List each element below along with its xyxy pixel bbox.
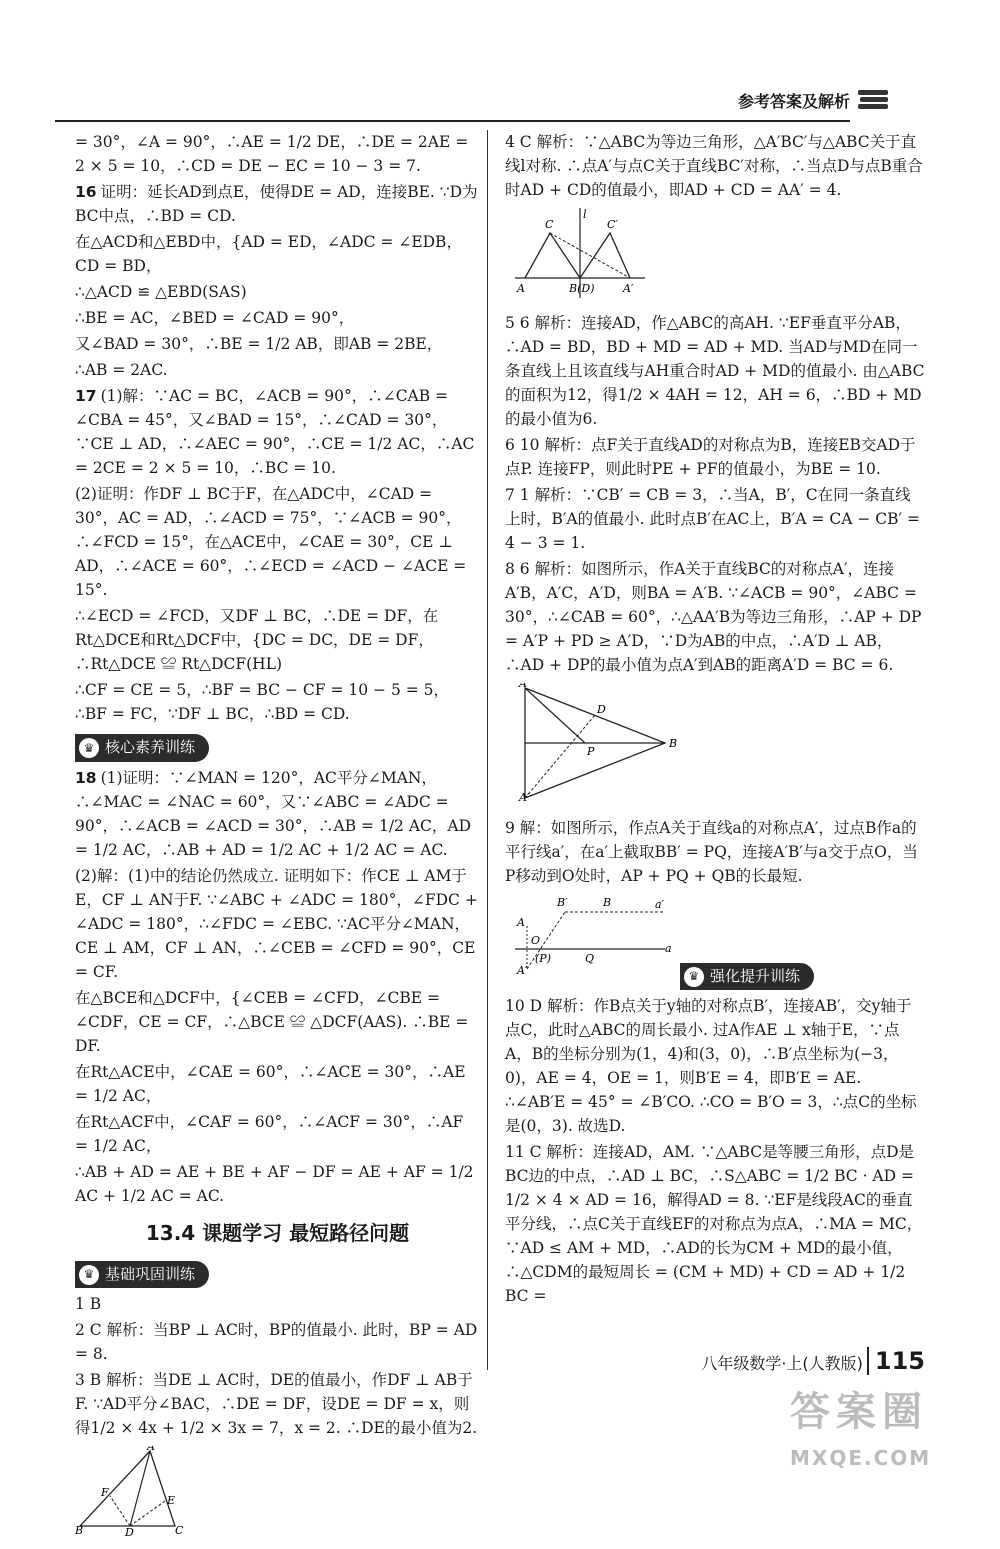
q16-line: ∴BE = AC，∠BED = ∠CAD = 90°，: [75, 309, 355, 328]
watermark-logo: [790, 1381, 970, 1471]
symmetry-figure-q4: [505, 208, 655, 298]
svg-text:D: D: [125, 1526, 134, 1537]
svg-text:B′: B′: [557, 896, 568, 910]
footer-label: 八年级数学·上(人教版): [701, 1354, 863, 1373]
answer-8: 8 6 解析：如图所示，作A关于直线BC的对称点A′，连接A′B，A′C，A′D，则BA = A′B. ∵∠ACB = 90°，∠ABC = 30°，∴∠CAB = 60°，∴△AA′B为等边三角形，∴AP + DP = A′P + PD ≥ A′D，∵D为AB的中点，∴A′D ⊥ AB，∴AD + DP的最小值为点A′到AB的距离A′D = BC = 6.: [505, 560, 922, 675]
svg-text:A: A: [517, 916, 525, 930]
answer-5: 5 6 解析：连接AD，作△ABC的高AH. ∵EF垂直平分AB，∴AD = BD，BD + MD = AD + MD. 当AD与MD在同一条直线上且该直线与AH重合时AD + MD的值最小. 由△ABC的面积为12，得1/2 × 4AH = 12，AH = 6，∴BD + MD的最小值为6.: [505, 314, 925, 429]
section-title: 13.4 课题学习 最短路径问题: [145, 1220, 410, 1245]
q18-number: 18: [75, 768, 97, 787]
svg-text:B: B: [603, 896, 612, 910]
svg-text:B(D): B(D): [569, 282, 595, 296]
path-figure-q9: [505, 894, 675, 974]
q17-line: (2)证明：作DF ⊥ BC于F，在△ADC中，∠CAD = 30°，AC = AD，∴∠ACD = 75°，∵∠ACB = 90°，∴∠FCD = 15°，在△ACE中，∠CAE = 30°，CE ⊥ AD，∴∠ACE = 60°，∴∠ECD = ∠ACD − ∠ACE = 15°.: [75, 485, 467, 600]
svg-text:C: C: [545, 218, 554, 232]
svg-text:l: l: [583, 208, 587, 222]
q18-line: ∴AB + AD = AE + BE + AF − DF = AE + AF = 1/2 AC + 1/2 AC = AC.: [75, 1162, 474, 1205]
svg-text:D: D: [597, 703, 606, 717]
svg-text:E: E: [167, 1494, 176, 1508]
svg-text:C′: C′: [607, 218, 618, 232]
answer-3: 3 B 解析：当DE ⊥ AC时，DE的值最小，作DF ⊥ AB于F. ∵AD平分∠BAC，∴DE = DF，设DE = DF = x，则得1/2 × 4x + 1/2 × 3x = 7，x = 2. ∴DE的最小值为2.: [75, 1371, 478, 1438]
section-banner-basic: [75, 1261, 209, 1288]
q16-line: ∴△ACD ≌ △EBD(SAS): [75, 283, 247, 302]
right-column: [505, 130, 925, 1310]
page-number: 115: [867, 1347, 925, 1375]
svg-text:A: A: [519, 683, 527, 691]
section-banner-core: [75, 734, 209, 761]
q16-line: 在△ACD和△EBD中，{AD = ED，∠ADC = ∠EDB，CD = BD，: [75, 233, 462, 276]
q17-number: 17: [75, 387, 97, 406]
header-rule: [55, 120, 850, 122]
svg-text:F: F: [101, 1486, 109, 1500]
q17-line: [75, 384, 480, 480]
svg-text:A′: A′: [517, 964, 528, 975]
page-header: [40, 80, 960, 124]
book-icon: [856, 86, 890, 114]
q17-line: ∴CF = CE = 5，∴BF = BC − CF = 10 − 5 = 5，∴BF = FC，∵DF ⊥ BC，∴BD = CD.: [75, 681, 450, 724]
svg-text:C: C: [175, 1524, 184, 1537]
answer-10: 10 D 解析：作B点关于y轴的对称点B′，连接AB′，交y轴于点C，此时△ABC的周长最小. 过A作AE ⊥ x轴于E，∵点A，B的坐标分别为(1，4)和(3，0)，∴B′点坐标为(−3，0)，AE = 4，OE = 1，则B′E = 4，即B′E = AE. ∴∠AB′E = 45° = ∠B′CO. ∴CO = B′O = 3，∴点C的坐标是(0，3). 故选D.: [505, 997, 917, 1136]
svg-text:(P): (P): [535, 952, 551, 966]
header-title: 参考答案及解析: [737, 92, 850, 111]
svg-text:a′: a′: [655, 898, 665, 912]
column-divider: [487, 130, 488, 1370]
banner-label: 基础巩固训练: [105, 1264, 196, 1283]
q16-text: 证明：延长AD到点E，使得DE = AD，连接BE. ∵D为BC中点，∴BD = CD.: [75, 183, 478, 226]
q16-line: ∴AB = 2AC.: [75, 361, 168, 380]
answer-7: 7 1 解析：∵CB′ = CB = 3，∴当A，B′，C在同一条直线上时，B′A的值最小. 此时点B′在AC上，B′A = CA − CB′ = 4 − 3 = 1.: [505, 486, 920, 553]
svg-text:A′: A′: [623, 282, 634, 296]
banner-label: 强化提升训练: [709, 967, 800, 986]
answer-9: 9 解：如图所示，作点A关于直线a的对称点A′，过点B作a的平行线a′，在a′上截取BB′ = PQ，连接A′B′与a交于点O，当P移动到O处时，AP + PQ + QB的长最短.: [505, 819, 918, 886]
answer-2: 2 C 解析：当BP ⊥ AC时，BP的值最小. 此时，BP = AD = 8.: [75, 1321, 478, 1364]
answer-6: 6 10 解析：点F关于直线AD的对称点为B，连接EB交AD于点P. 连接FP，则此时PE + PF的值最小，为BE = 10.: [505, 436, 916, 479]
q16-line: [75, 180, 480, 228]
q18-line: 在Rt△ACE中，∠CAE = 60°，∴∠ACE = 30°，∴AE = 1/2 AC，: [75, 1062, 466, 1105]
svg-text:A: A: [517, 282, 525, 296]
q16-number: 16: [75, 183, 97, 202]
left-column: [75, 130, 480, 1549]
answer-11: 11 C 解析：连接AD，AM. ∵△ABC是等腰三角形，点D是BC边的中点，∴AD ⊥ BC，∴S△ABC = 1/2 BC · AD = 1/2 × 4 × AD = 16，解得AD = 8. ∵EF是线段AC的垂直平分线，∴点C关于直线EF的对称点为点A，∴MA = MC，∵AD ≤ AM + MD，∴AD的长为CM + MD的最小值，∴△CDM的最短周长 = (CM + MD) + CD = AD + 1/2 BC =: [505, 1143, 923, 1306]
watermark-url: MXQE.COM: [790, 1446, 932, 1470]
section-banner-advanced: [680, 963, 814, 990]
triangle-figure-q8: [505, 683, 705, 803]
q17-text: (1)解：∵AC = BC，∠ACB = 90°，∴∠CAB = ∠CBA = 45°，又∠BAD = 15°，∴∠CAD = 30°，∵CE ⊥ AD，∴∠AEC = 90°，∴CE = 1/2 AC，∴AC = 2CE = 2 × 5 = 10，∴BC = 10.: [75, 387, 475, 478]
svg-text:B: B: [75, 1524, 84, 1537]
crown-icon: ♛: [684, 967, 704, 987]
watermark-title: 答案圈: [790, 1389, 928, 1435]
q18-line: (2)解：(1)中的结论仍然成立. 证明如下：作CE ⊥ AM于E，CF ⊥ AN于F. ∵∠ABC + ∠ADC = 180°，∠FDC + ∠ADC = 180°，∴∠FDC = ∠EBC. ∵AC平分∠MAN，CE ⊥ AM，CF ⊥ AN，∴∠CEB = ∠CFD = 90°，CE = CF.: [75, 866, 478, 981]
page-footer: [701, 1343, 925, 1380]
q17-line: ∴∠ECD = ∠FCD，又DF ⊥ BC，∴DE = DF，在Rt△DCE和Rt△DCF中，{DC = DC，DE = DF，∴Rt△DCE ≌ Rt△DCF(HL): [75, 607, 439, 674]
answer-4: 4 C 解析：∵△ABC为等边三角形，△A′BC′与△ABC关于直线l对称. ∴点A′与点C关于直线BC′对称，∴当点D与点B重合时AD + CD的值最小，即AD + CD = AA′ = 4.: [505, 133, 923, 200]
svg-text:A: A: [147, 1446, 155, 1454]
q18-text: (1)证明：∵∠MAN = 120°，AC平分∠MAN，∴∠MAC = ∠NAC = 60°，又∵∠ABC = ∠ADC = 90°，∴∠ACB = ∠ACD = 30°，∴AB = 1/2 AC，AD = 1/2 AC，∴AB + AD = 1/2 AC + 1/2 AC = AC.: [75, 768, 471, 859]
svg-text:O: O: [531, 934, 541, 948]
crown-icon: ♛: [79, 1265, 99, 1285]
answer-line: = 30°，∠A = 90°，∴AE = 1/2 DE，∴DE = 2AE = 2 × 5 = 10，∴CD = DE − EC = 10 − 3 = 7.: [75, 133, 469, 176]
svg-text:B: B: [669, 737, 678, 751]
svg-text:Q: Q: [585, 952, 595, 966]
crown-icon: ♛: [79, 738, 99, 758]
q18-line: 在△BCE和△DCF中，{∠CEB = ∠CFD，∠CBE = ∠CDF，CE = CF，∴△BCE ≌ △DCF(AAS). ∴BE = DF.: [75, 988, 469, 1055]
svg-text:a: a: [665, 942, 672, 956]
q18-line: [75, 766, 480, 862]
answer-1: 1 B: [75, 1295, 102, 1314]
banner-label: 核心素养训练: [105, 738, 196, 757]
q16-line: 又∠BAD = 30°，∴BE = 1/2 AB，即AB = 2BE，: [75, 335, 443, 354]
q18-line: 在Rt△ACF中，∠CAF = 60°，∴∠ACF = 30°，∴AF = 1/2 AC，: [75, 1112, 464, 1155]
triangle-figure-q3: [75, 1446, 215, 1536]
svg-text:A′: A′: [519, 791, 530, 804]
svg-text:P: P: [587, 745, 595, 759]
